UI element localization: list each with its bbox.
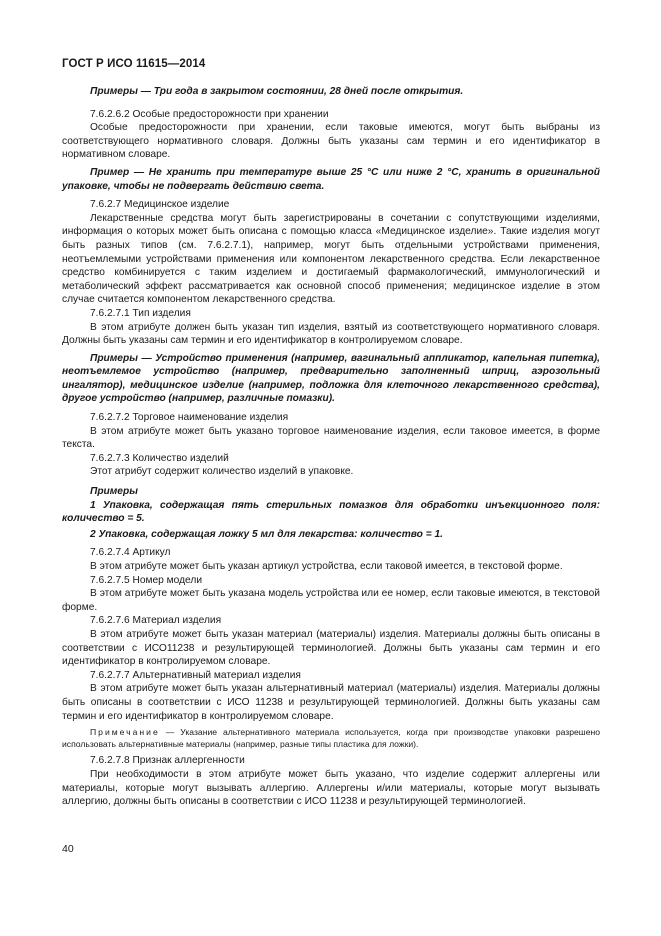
section-heading: 7.6.2.7.4 Артикул xyxy=(90,547,171,559)
example-quantity-2: 2 Упаковка, содержащая ложку 5 мл для лекарства: количество = 1. xyxy=(90,528,443,540)
page-number: 40 xyxy=(62,843,74,855)
section-heading: 7.6.2.7.6 Материал изделия xyxy=(90,615,222,627)
example-quantity-1: 1 Упаковка, содержащая пять стерильных помазков для обработки инъекционного поля: количество = 5. xyxy=(62,499,600,525)
section-text: При необходимости в этом атрибуте может быть указано, что изделие содержит аллергены или материалы, которые могут вызывать аллергию. Аллергены и/или материалы, которые могут вызывать аллергию, должны быть описаны в соответствии с ИСО 11238 и результирующей терминологией. xyxy=(62,768,600,808)
example-storage-period: Примеры — Три года в закрытом состоянии, 28 дней после открытия. xyxy=(90,86,464,97)
example-storage-precaution: Пример — Не хранить при температуре выше 25 °С или ниже 2 °С, хранить в оригинальной упаковке, чтобы не подвергать действию света. xyxy=(62,166,600,192)
section-heading: 7.6.2.7.2 Торговое наименование изделия xyxy=(90,412,289,424)
note-text: — Указание альтернативного материала используется, когда при производстве упаковки разрешено использовать альтернативные материалы (например, разные типы пластика для ложки). xyxy=(62,727,600,749)
section-heading: 7.6.2.7.7 Альтернативный материал изделия xyxy=(90,669,301,681)
section-text: Лекарственные средства могут быть зарегистрированы в сочетании с сопутствующими изделиями, информация о которых может быть описана с помощью класса «Медицинское изделие». Такие изделия могут быть разных типов (см. 7.6.2.7.1), например, могут быть отдельными устройствами применения, неотъемлемыми устройствами применения или компонентом лекарственного средства. Если лекарственное средство комбинируется с таким изделием и достигаемый фармакологический, иммунологический и метаболический эффект рассматривается как основной способ применения; медицинское изделие в этом случае считается компонентом лекарственного средства. xyxy=(62,212,600,306)
section-heading: 7.6.2.7 Медицинское изделие xyxy=(90,199,230,211)
document-header: ГОСТ Р ИСО 11615—2014 xyxy=(62,58,206,70)
section-text: В этом атрибуте может быть указано торговое наименование изделия, если таковое имеется, в форме текста. xyxy=(62,425,600,451)
section-text: В этом атрибуте может быть указан альтернативный материал (материалы) изделия. Материалы должны быть описаны в соответствии с ИСО 11238 и результирующей терминологией. Должны быть указаны сам термин и его идентификатор в контролируемом словаре. xyxy=(62,683,600,722)
note xyxy=(62,727,600,750)
section-text: В этом атрибуте может быть указан артикул устройства, если таковой имеется, в текстовой форме. xyxy=(90,561,563,572)
examples-heading: Примеры xyxy=(90,486,138,498)
note-label: Примечание xyxy=(90,727,160,738)
section-text: В этом атрибуте может быть указана модель устройства или ее номер, если таковые имеются, в текстовой форме. xyxy=(62,588,600,613)
section-text: Особые предосторожности при хранении, если таковые имеются, могут быть выбраны из соответствующего нормативного словаря. Должны быть указаны сам термин и его идентификатор в нормативном словаре. xyxy=(62,122,600,161)
section-heading: 7.6.2.7.3 Количество изделий xyxy=(90,452,229,464)
section-heading: 7.6.2.7.8 Признак аллергенности xyxy=(90,755,245,767)
section-heading: 7.6.2.6.2 Особые предосторожности при хранении xyxy=(90,108,329,120)
document-page xyxy=(62,58,600,809)
section-text: В этом атрибуте может быть указан материал (материалы) изделия. Материалы должны быть описаны в соответствии с ИСО11238 и результирующей терминологией. Должны быть указаны сам термин и его идентификатор в контролируемом словаре. xyxy=(62,628,600,668)
section-heading: 7.6.2.7.5 Номер модели xyxy=(90,574,203,586)
example-device-types: Примеры — Устройство применения (например, вагинальный аппликатор, капельная пипетка), неотъемлемое устройство (например, предварительно заполненный шприц, аэрозольный ингалятор), медицинское изделие (например, подложка для клеточного лекарственного средства), другое устройство (например, различные помазки). xyxy=(62,352,600,405)
section-text: Этот атрибут содержит количество изделий в упаковке. xyxy=(90,466,354,478)
section-text: В этом атрибуте должен быть указан тип изделия, взятый из соответствующего нормативного словаря. Должны быть указаны сам термин и его идентификатор в контролируемом словаре. xyxy=(62,321,600,347)
section-heading: 7.6.2.7.1 Тип изделия xyxy=(90,307,191,319)
